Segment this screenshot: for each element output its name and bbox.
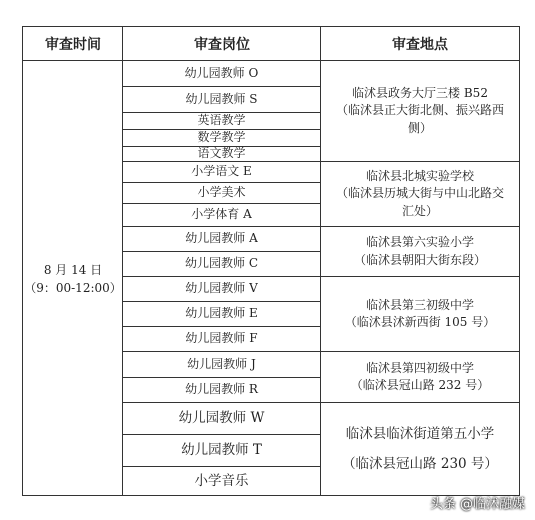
- position-cell: 幼儿园教师 R: [185, 382, 258, 397]
- location-cell: [321, 352, 519, 402]
- location-cell: [321, 61, 519, 161]
- location-address: （临沭县正大街北侧、振兴路西: [335, 103, 504, 118]
- location-address: （临沭县朝阳大街东段）: [353, 252, 486, 267]
- position-cell: 幼儿园教师 E: [185, 306, 258, 321]
- position-cell: 幼儿园教师 J: [187, 356, 256, 371]
- position-cell: 幼儿园教师 T: [181, 441, 262, 458]
- location-name: 临沭县第六实验小学: [365, 235, 474, 250]
- position-cell: 幼儿园教师 F: [185, 331, 258, 346]
- location-cell: [321, 277, 519, 351]
- position-cell: 幼儿园教师 V: [185, 281, 258, 296]
- position-cell: 小学音乐: [194, 473, 249, 490]
- review-time-range: （9：00-12:00）: [24, 281, 122, 295]
- header-position: 审查岗位: [194, 37, 250, 53]
- header-location: 审查地点: [392, 37, 448, 53]
- position-cell: 小学语文 E: [191, 164, 252, 179]
- position-cell: 小学体育 A: [191, 207, 252, 222]
- header-time: 审查时间: [45, 37, 101, 53]
- position-cell: 幼儿园教师 W: [178, 409, 265, 426]
- review-schedule-table: [22, 26, 520, 496]
- position-cell: 幼儿园教师 C: [185, 256, 258, 271]
- position-cell: 语文教学: [197, 146, 246, 161]
- position-cell: 数学教学: [197, 130, 246, 145]
- location-name: 临沭县临沭街道第五小学: [345, 426, 495, 443]
- location-address: （临沭县沭新西街 105 号）: [344, 315, 496, 329]
- location-address: （临沭县冠山路 232 号）: [350, 378, 490, 392]
- position-cell: 小学美术: [197, 185, 246, 200]
- location-cell: [321, 162, 519, 226]
- position-cell: 幼儿园教师 S: [185, 91, 258, 106]
- location-address-cont: 侧）: [407, 120, 432, 135]
- location-cell: [321, 403, 519, 497]
- watermark: 头条 @临沭融媒: [429, 497, 525, 512]
- position-cell: 幼儿园教师 O: [184, 65, 259, 80]
- position-cell: 幼儿园教师 A: [185, 231, 258, 246]
- location-name: 临沭县第三初级中学: [365, 297, 474, 312]
- location-address: （临沭县历城大街与中山北路交: [335, 186, 504, 201]
- location-name: 临沭县第四初级中学: [365, 360, 474, 375]
- location-name: 临沭县政务大厅三楼 B52: [352, 85, 488, 100]
- location-name: 临沭县北城实验学校: [365, 168, 474, 183]
- location-address-cont: 汇处）: [401, 203, 438, 218]
- review-date: 8 月 14 日: [43, 263, 103, 277]
- position-cell: 英语教学: [197, 113, 246, 128]
- review-time-cell: [23, 61, 123, 497]
- location-cell: [321, 227, 519, 276]
- location-address: （临沭县冠山路 230 号）: [342, 456, 498, 472]
